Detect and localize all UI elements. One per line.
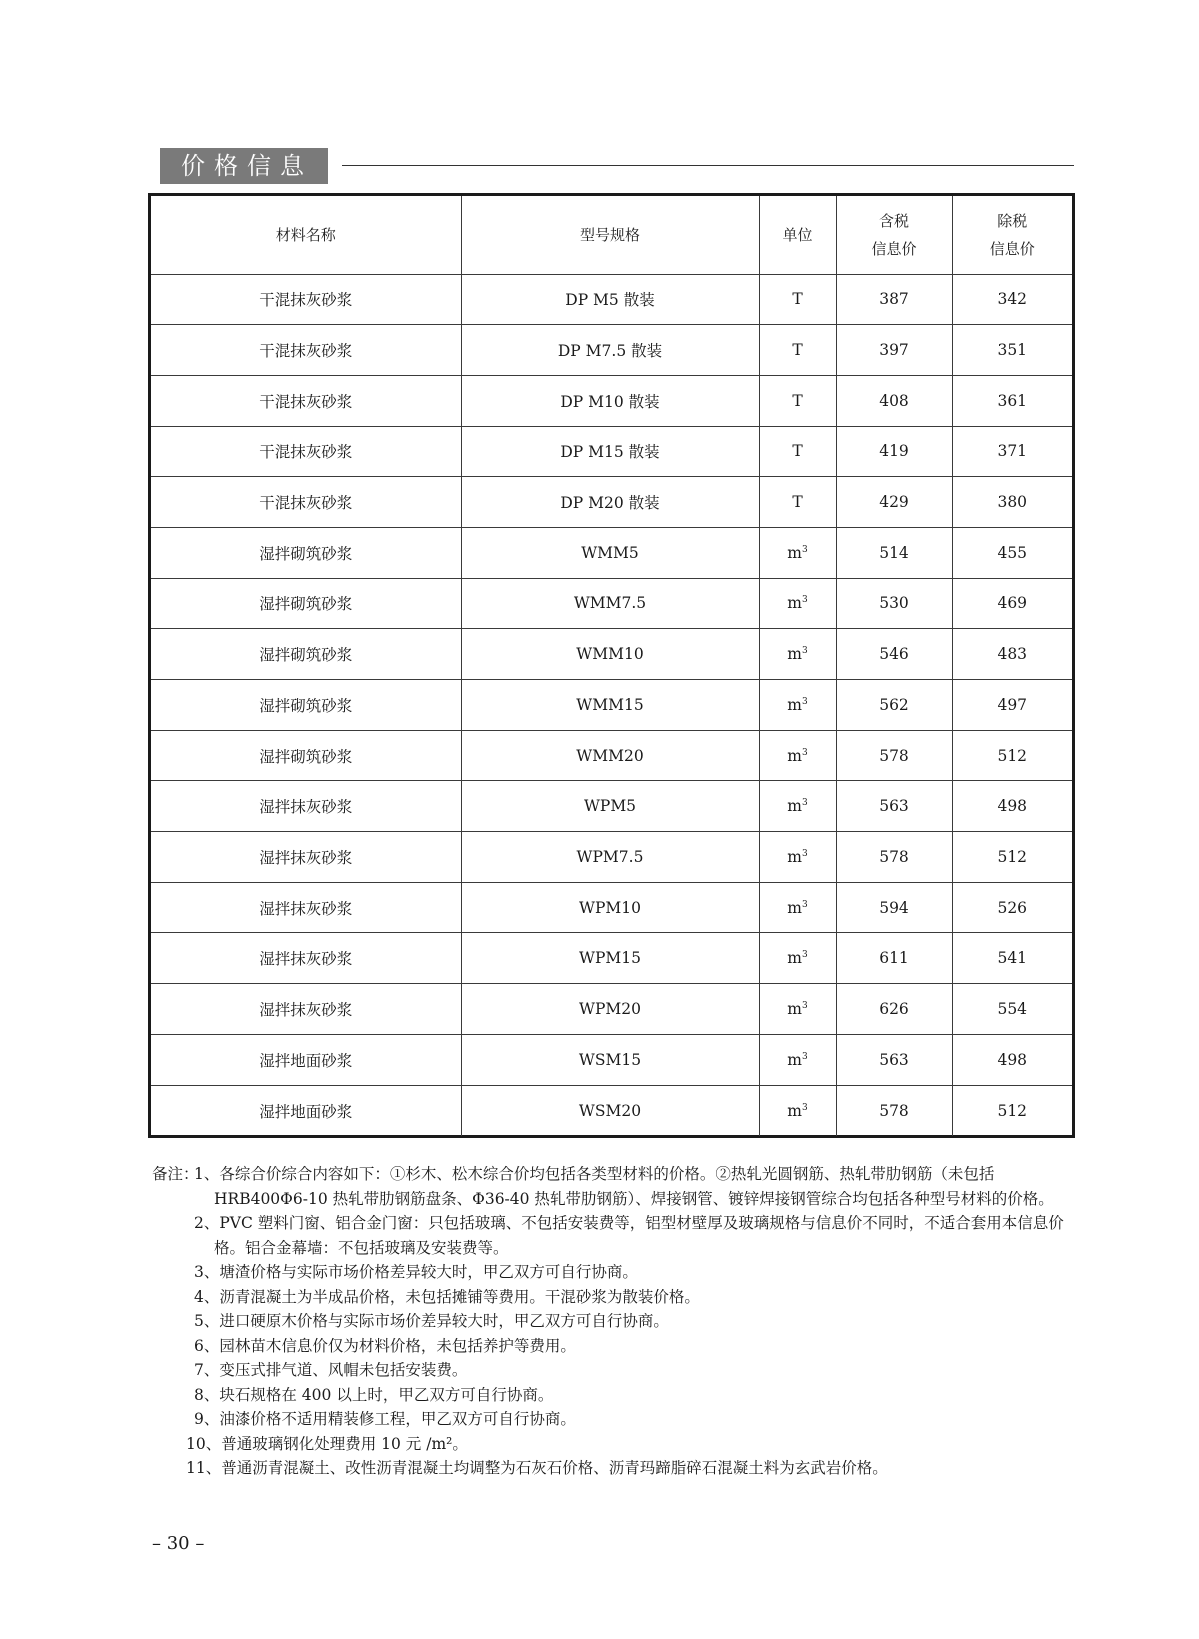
cell-tax-exclusive: 483 xyxy=(952,629,1072,680)
section-title: 价格信息 xyxy=(160,148,328,184)
table-row xyxy=(151,629,1072,680)
unit-superscript: 3 xyxy=(801,696,808,707)
price-table xyxy=(151,196,1072,1136)
cell-name: 湿拌抹灰砂浆 xyxy=(151,933,461,984)
cell-tax-exclusive: 455 xyxy=(952,527,1072,578)
note-text: 进口硬原木价格与实际市场价差异较大时，甲乙双方可自行协商。 xyxy=(219,1312,669,1330)
note-number: 6、 xyxy=(194,1336,220,1355)
note-item xyxy=(152,1162,1076,1211)
cell-spec: WPM5 xyxy=(461,781,759,832)
note-item xyxy=(152,1432,1076,1457)
cell-name: 干混抹灰砂浆 xyxy=(151,325,461,376)
cell-unit: $m^3$ xyxy=(759,781,836,832)
table-row xyxy=(151,730,1072,781)
cell-name: 湿拌抹灰砂浆 xyxy=(151,984,461,1035)
cell-tax-exclusive: 342 xyxy=(952,274,1072,325)
unit-superscript: 3 xyxy=(801,747,808,758)
header-name: 材料名称 xyxy=(151,196,461,274)
cell-tax-inclusive: 429 xyxy=(836,477,952,528)
unit-superscript: 3 xyxy=(801,646,808,656)
cell-unit: $m^3$ xyxy=(759,1034,836,1085)
note-number: 3、 xyxy=(194,1263,220,1281)
cell-tax-exclusive: 554 xyxy=(952,984,1072,1035)
cell-tax-exclusive: 541 xyxy=(952,933,1072,984)
cell-tax-inclusive: 563 xyxy=(836,781,952,832)
cell-spec: WPM20 xyxy=(461,984,759,1035)
cell-name: 湿拌抹灰砂浆 xyxy=(151,882,461,933)
table-row xyxy=(151,680,1072,731)
cell-spec: DP M20 散装 xyxy=(461,477,759,528)
cell-unit: T xyxy=(759,274,836,325)
cell-tax-exclusive: 351 xyxy=(952,325,1072,376)
note-text: 普通沥青混凝土、改性沥青混凝土均调整为石灰石价格、沥青玛蹄脂碎石混凝土料为玄武岩价格。 xyxy=(221,1459,888,1477)
cell-spec: WMM7.5 xyxy=(461,578,759,629)
unit-superscript: 3 xyxy=(801,950,808,961)
page-number: – 30 – xyxy=(152,1533,205,1554)
cell-name: 湿拌砌筑砂浆 xyxy=(151,578,461,629)
table-row xyxy=(151,832,1072,883)
note-number: 11、 xyxy=(186,1459,222,1477)
unit-superscript: 3 xyxy=(801,848,808,859)
note-number: 8、 xyxy=(194,1385,220,1404)
cell-tax-inclusive: 611 xyxy=(836,933,952,984)
table-header-row xyxy=(151,196,1072,274)
cell-name: 湿拌地面砂浆 xyxy=(151,1034,461,1085)
cell-unit: $m^3$ xyxy=(759,527,836,578)
cell-spec: WPM7.5 xyxy=(461,832,759,883)
unit-superscript: 3 xyxy=(801,595,808,606)
note-item xyxy=(152,1358,1076,1383)
table-body xyxy=(151,274,1072,1136)
header-spec: 型号规格 xyxy=(461,196,759,274)
cell-name: 湿拌砌筑砂浆 xyxy=(151,527,461,578)
cell-name: 干混抹灰砂浆 xyxy=(151,477,461,528)
header-unit: 单位 xyxy=(759,196,836,274)
cell-tax-inclusive: 408 xyxy=(836,375,952,426)
note-item xyxy=(152,1407,1076,1432)
note-text: 塘渣价格与实际市场价格差异较大时，甲乙双方可自行协商。 xyxy=(219,1263,638,1281)
cell-tax-exclusive: 526 xyxy=(952,882,1072,933)
cell-spec: WMM20 xyxy=(461,730,759,781)
cell-spec: WMM5 xyxy=(461,527,759,578)
cell-name: 湿拌砌筑砂浆 xyxy=(151,629,461,680)
cell-unit: T xyxy=(759,426,836,477)
cell-tax-inclusive: 563 xyxy=(836,1034,952,1085)
cell-spec: WSM15 xyxy=(461,1034,759,1085)
note-item xyxy=(152,1285,1076,1310)
cell-name: 湿拌抹灰砂浆 xyxy=(151,781,461,832)
cell-spec: WPM10 xyxy=(461,882,759,933)
note-text: PVC 塑料门窗、铝合金门窗：只包括玻璃、不包括安装费等，铝型材壁厚及玻璃规格与信息价不同时，不适合套用本信息价格。铝合金幕墙：不包括玻璃及安装费等。 xyxy=(214,1214,1064,1257)
note-number: 7、 xyxy=(194,1361,220,1379)
cell-unit: $m^3$ xyxy=(759,1085,836,1136)
section-header xyxy=(160,148,1074,184)
note-item xyxy=(152,1383,1076,1408)
unit-superscript: 3 xyxy=(801,544,808,555)
cell-spec: WMM10 xyxy=(461,629,759,680)
cell-unit: $m^3$ xyxy=(759,629,836,680)
cell-tax-inclusive: 514 xyxy=(836,527,952,578)
unit-superscript: 3 xyxy=(801,1102,808,1113)
note-number: 5、 xyxy=(194,1312,220,1330)
cell-tax-inclusive: 626 xyxy=(836,984,952,1035)
note-text: 各综合价综合内容如下：①杉木、松木综合价均包括各类型材料的价格。②热轧光圆钢筋、热轧带肋钢筋（未包括HRB400Φ6-10 热轧带肋钢筋盘条、Φ36-40 热轧带肋钢筋）、焊接钢管、镀锌焊接钢管综合均包括各种型号材料的价格。 xyxy=(214,1165,1054,1208)
table-row xyxy=(151,984,1072,1035)
cell-tax-exclusive: 497 xyxy=(952,680,1072,731)
table-row xyxy=(151,1085,1072,1136)
table-row xyxy=(151,1034,1072,1085)
note-text: 油漆价格不适用精装修工程，甲乙双方可自行协商。 xyxy=(219,1410,576,1428)
unit-superscript: 3 xyxy=(801,899,808,910)
note-text: 变压式排气道、风帽未包括安装费。 xyxy=(219,1361,468,1379)
table-row xyxy=(151,527,1072,578)
cell-tax-inclusive: 546 xyxy=(836,629,952,680)
note-number: 4、 xyxy=(194,1287,220,1306)
table-row xyxy=(151,933,1072,984)
cell-tax-inclusive: 397 xyxy=(836,325,952,376)
note-text: 沥青混凝土为半成品价格，未包括摊铺等费用。干混砂浆为散装价格。 xyxy=(219,1287,700,1306)
cell-unit: T xyxy=(759,325,836,376)
table-row xyxy=(151,882,1072,933)
note-number: 2、 xyxy=(194,1214,220,1232)
table-row xyxy=(151,274,1072,325)
cell-unit: T xyxy=(759,375,836,426)
cell-tax-inclusive: 578 xyxy=(836,1085,952,1136)
cell-unit: $m^3$ xyxy=(759,730,836,781)
cell-tax-exclusive: 498 xyxy=(952,781,1072,832)
note-text: 园林苗木信息价仅为材料价格，未包括养护等费用。 xyxy=(219,1336,576,1355)
header-tax-exclusive: 除税 信息价 xyxy=(952,196,1072,274)
header-tax-inclusive: 含税 信息价 xyxy=(836,196,952,274)
cell-spec: WMM15 xyxy=(461,680,759,731)
cell-spec: DP M10 散装 xyxy=(461,375,759,426)
section-rule xyxy=(342,165,1074,166)
cell-tax-inclusive: 578 xyxy=(836,832,952,883)
cell-tax-exclusive: 469 xyxy=(952,578,1072,629)
note-number: 9、 xyxy=(194,1410,220,1428)
cell-name: 湿拌地面砂浆 xyxy=(151,1085,461,1136)
cell-unit: $m^3$ xyxy=(759,984,836,1035)
unit-superscript: 3 xyxy=(801,1000,808,1011)
note-item xyxy=(152,1456,1076,1481)
note-item xyxy=(152,1309,1076,1334)
cell-spec: WSM20 xyxy=(461,1085,759,1136)
cell-tax-exclusive: 512 xyxy=(952,832,1072,883)
cell-name: 干混抹灰砂浆 xyxy=(151,426,461,477)
cell-name: 湿拌砌筑砂浆 xyxy=(151,730,461,781)
note-text: 块石规格在 400 以上时，甲乙双方可自行协商。 xyxy=(219,1385,554,1404)
table-row xyxy=(151,325,1072,376)
cell-spec: DP M15 散装 xyxy=(461,426,759,477)
cell-tax-inclusive: 594 xyxy=(836,882,952,933)
cell-tax-inclusive: 419 xyxy=(836,426,952,477)
cell-tax-exclusive: 371 xyxy=(952,426,1072,477)
table-row xyxy=(151,477,1072,528)
cell-unit: $m^3$ xyxy=(759,578,836,629)
table-row xyxy=(151,578,1072,629)
note-item xyxy=(152,1260,1076,1285)
notes-list xyxy=(152,1162,1076,1481)
note-item xyxy=(152,1334,1076,1359)
table-row xyxy=(151,426,1072,477)
note-text: 普通玻璃钢化处理费用 10 元 /m²。 xyxy=(221,1434,468,1453)
table-row xyxy=(151,375,1072,426)
cell-spec: WPM15 xyxy=(461,933,759,984)
note-number: 1、 xyxy=(194,1165,220,1183)
cell-unit: T xyxy=(759,477,836,528)
cell-tax-exclusive: 361 xyxy=(952,375,1072,426)
cell-unit: $m^3$ xyxy=(759,832,836,883)
cell-tax-inclusive: 530 xyxy=(836,578,952,629)
price-table-frame xyxy=(148,193,1075,1138)
cell-tax-exclusive: 512 xyxy=(952,1085,1072,1136)
cell-tax-inclusive: 562 xyxy=(836,680,952,731)
cell-tax-exclusive: 498 xyxy=(952,1034,1072,1085)
cell-unit: $m^3$ xyxy=(759,680,836,731)
unit-superscript: 3 xyxy=(801,798,808,809)
notes xyxy=(152,1162,1076,1481)
note-item xyxy=(152,1211,1076,1260)
cell-tax-exclusive: 512 xyxy=(952,730,1072,781)
cell-tax-inclusive: 578 xyxy=(836,730,952,781)
cell-name: 湿拌砌筑砂浆 xyxy=(151,680,461,731)
unit-superscript: 3 xyxy=(801,1051,808,1062)
note-number: 10、 xyxy=(186,1434,222,1453)
cell-name: 湿拌抹灰砂浆 xyxy=(151,832,461,883)
cell-spec: DP M5 散装 xyxy=(461,274,759,325)
cell-unit: $m^3$ xyxy=(759,933,836,984)
cell-name: 干混抹灰砂浆 xyxy=(151,274,461,325)
cell-spec: DP M7.5 散装 xyxy=(461,325,759,376)
table-row xyxy=(151,781,1072,832)
cell-tax-inclusive: 387 xyxy=(836,274,952,325)
notes-prefix: 备注： xyxy=(152,1165,199,1183)
cell-name: 干混抹灰砂浆 xyxy=(151,375,461,426)
cell-unit: $m^3$ xyxy=(759,882,836,933)
cell-tax-exclusive: 380 xyxy=(952,477,1072,528)
